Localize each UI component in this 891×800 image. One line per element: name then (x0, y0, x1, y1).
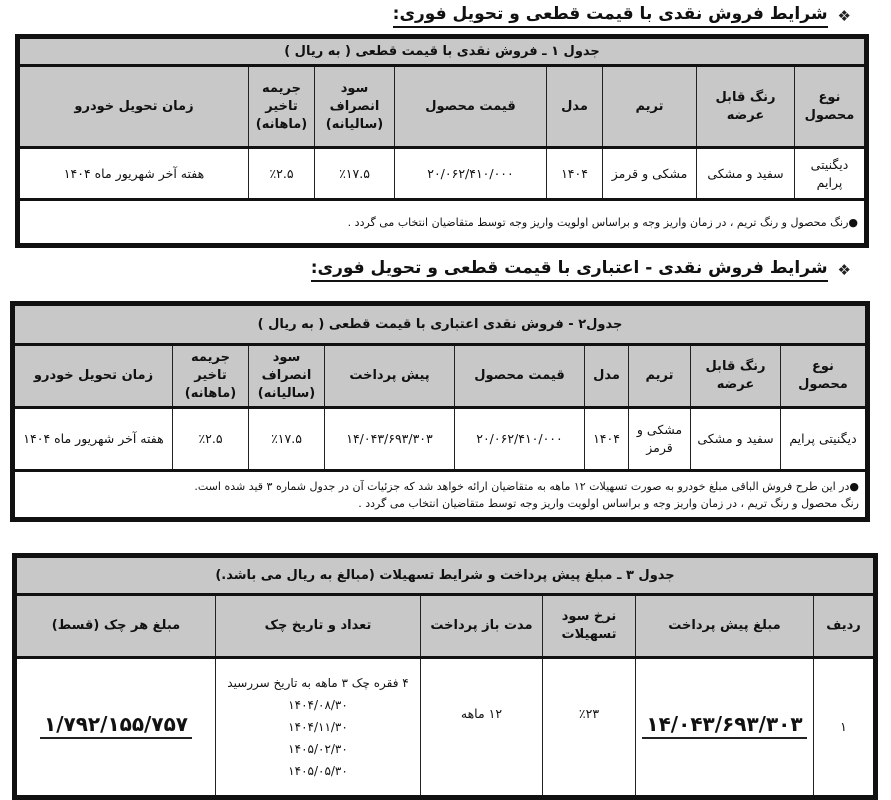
cell-color: سفید و مشکی (697, 148, 795, 200)
bullet-star-icon: ❖ (837, 260, 851, 279)
cell-model: ۱۴۰۴ (585, 408, 629, 471)
col-header-trim: تریم (603, 66, 697, 148)
col-header-cancel-profit: سود انصراف (سالیانه) (249, 345, 325, 408)
table-title: جدول ۱ ـ فروش نقدی با قیمت قطعی ( به ریال ) (18, 37, 867, 66)
cell-checks (216, 658, 421, 798)
installment-amount: ۱/۷۹۲/۱۵۵/۷۵۷ (40, 715, 192, 739)
table-payment-terms (12, 553, 878, 800)
cell-cancel-profit: ٪۱۷.۵ (315, 148, 395, 200)
cell-price: ۲۰/۰۶۲/۴۱۰/۰۰۰ (395, 148, 547, 200)
cell-product: دیگنیتی پرایم (795, 148, 867, 200)
cell-installment (15, 658, 216, 798)
cell-product: دیگنیتی پرایم (781, 408, 868, 471)
col-header-delivery: زمان تحویل خودرو (18, 66, 249, 148)
table-cash-sale (15, 34, 869, 248)
table-title: جدول۲ - فروش نقدی اعتباری با قیمت قطعی ( به ریال ) (13, 304, 868, 345)
note-line: رنگ محصول و رنگ تریم ، در زمان واریز وجه و براساس اولویت واریز وجه توسط متقاضیان انتخاب می گردد . (358, 496, 859, 510)
col-header-checks: تعداد و تاریخ چک (216, 595, 421, 658)
table-row (18, 148, 867, 200)
col-header-product: نوع محصول (795, 66, 867, 148)
section-heading-text: شرایط فروش نقدی با قیمت قطعی و تحویل فوری: (393, 3, 828, 28)
col-header-index: ردیف (814, 595, 876, 658)
note-line: ●در این طرح فروش الباقی مبلغ خودرو به صورت تسهیلات ۱۲ ماهه به متقاضیان ارائه خواهد شد که جزئیات آن در جدول شماره ۳ قید شده است. (194, 479, 859, 493)
check-date: ۱۴۰۴/۱۱/۳۰ (288, 720, 348, 734)
cell-late-penalty: ٪۲.۵ (249, 148, 315, 200)
cell-color: سفید و مشکی (691, 408, 781, 471)
cell-delivery: هفته آخر شهریور ماه ۱۴۰۴ (18, 148, 249, 200)
checks-intro: ۴ فقره چک ۳ ماهه به تاریخ سررسید (227, 676, 409, 690)
col-header-color: رنگ قابل عرضه (691, 345, 781, 408)
table-title: جدول ۳ ـ مبلغ پیش پرداخت و شرایط تسهیلات (مبالغ به ریال می باشد.) (15, 556, 876, 595)
col-header-product: نوع محصول (781, 345, 868, 408)
cell-down-payment (636, 658, 814, 798)
col-header-down-payment: پیش پرداخت (325, 345, 455, 408)
cell-price: ۲۰/۰۶۲/۴۱۰/۰۰۰ (455, 408, 585, 471)
col-header-model: مدل (547, 66, 603, 148)
table-row (13, 408, 868, 471)
col-header-trim: تریم (629, 345, 691, 408)
col-header-color: رنگ قابل عرضه (697, 66, 795, 148)
cell-late-penalty: ٪۲.۵ (173, 408, 249, 471)
table-notes (13, 471, 868, 520)
cell-term: ۱۲ ماهه (421, 658, 543, 798)
col-header-installment: مبلغ هر چک (قسط) (15, 595, 216, 658)
bullet-star-icon: ❖ (837, 6, 851, 25)
section-heading-text: شرایط فروش نقدی - اعتباری با قیمت قطعی و تحویل فوری: (311, 257, 828, 282)
cell-rate: ٪۲۳ (543, 658, 636, 798)
col-header-cancel-profit: سود انصراف (سالیانه) (315, 66, 395, 148)
cell-trim: مشکی و قرمز (629, 408, 691, 471)
cell-model: ۱۴۰۴ (547, 148, 603, 200)
col-header-model: مدل (585, 345, 629, 408)
check-date: ۱۴۰۵/۰۵/۳۰ (288, 764, 348, 778)
table-cash-credit-sale (10, 301, 870, 522)
cell-trim: مشکی و قرمز (603, 148, 697, 200)
col-header-down-payment: مبلغ پیش پرداخت (636, 595, 814, 658)
col-header-delivery: زمان تحویل خودرو (13, 345, 173, 408)
section-heading-cash-credit (311, 257, 851, 282)
col-header-late-penalty: جریمه تاخیر (ماهانه) (249, 66, 315, 148)
table-note: ●رنگ محصول و رنگ تریم ، در زمان واریز وجه و براساس اولویت واریز وجه توسط متقاضیان انتخاب می گردد . (18, 200, 867, 246)
check-date: ۱۴۰۵/۰۲/۳۰ (288, 742, 348, 756)
col-header-price: قیمت محصول (455, 345, 585, 408)
col-header-price: قیمت محصول (395, 66, 547, 148)
col-header-late-penalty: جریمه تاخیر (ماهانه) (173, 345, 249, 408)
cell-down-payment: ۱۴/۰۴۳/۶۹۳/۳۰۳ (325, 408, 455, 471)
col-header-rate: نرخ سود تسهیلات (543, 595, 636, 658)
cell-delivery: هفته آخر شهریور ماه ۱۴۰۴ (13, 408, 173, 471)
col-header-term: مدت باز پرداخت (421, 595, 543, 658)
cell-index: ۱ (814, 658, 876, 798)
down-payment-amount: ۱۴/۰۴۳/۶۹۳/۳۰۳ (642, 715, 806, 739)
table-row (15, 658, 876, 798)
cell-cancel-profit: ٪۱۷.۵ (249, 408, 325, 471)
check-date: ۱۴۰۴/۰۸/۳۰ (288, 698, 348, 712)
section-heading-cash (393, 3, 851, 28)
